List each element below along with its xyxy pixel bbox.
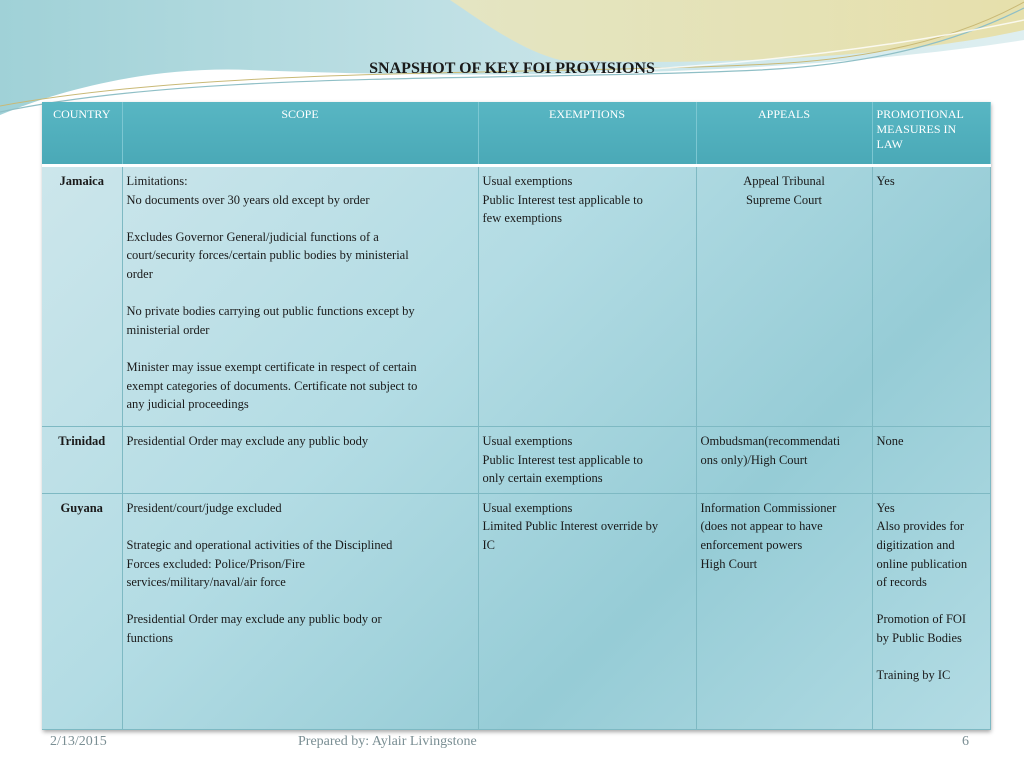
scope-cell bbox=[122, 166, 478, 427]
header-country: COUNTRY bbox=[42, 102, 122, 166]
scope-line: No documents over 30 years old except by order bbox=[126, 192, 370, 207]
promotional-line: online publication bbox=[876, 556, 968, 571]
appeals-line: ons only)/High Court bbox=[700, 452, 808, 467]
scope-line: Limitations: bbox=[126, 174, 188, 188]
scope-line: court/security forces/certain public bodies by ministerial bbox=[126, 248, 409, 263]
table-row bbox=[42, 166, 990, 427]
scope-line: No private bodies carrying out public functions except by bbox=[126, 304, 415, 319]
exemptions-line: Usual exemptions bbox=[482, 434, 573, 448]
scope-line: Presidential Order may exclude any public body or bbox=[126, 612, 382, 627]
appeals-line: Information Commissioner bbox=[700, 500, 837, 515]
footer-date: 2/13/2015 bbox=[50, 734, 107, 749]
promotional-line: of records bbox=[876, 575, 927, 590]
exemptions-cell bbox=[478, 166, 696, 427]
exemptions-cell bbox=[478, 493, 696, 729]
table-row bbox=[42, 493, 990, 729]
promotional-line: Promotion of FOI bbox=[876, 612, 967, 627]
footer-page-number: 6 bbox=[962, 734, 969, 749]
appeals-line: enforcement powers bbox=[700, 537, 803, 552]
footer-prepared-by: Prepared by: Aylair Livingstone bbox=[298, 734, 477, 749]
header-appeals: APPEALS bbox=[696, 102, 872, 166]
header-exemptions: EXEMPTIONS bbox=[478, 102, 696, 166]
promotional-cell bbox=[872, 427, 990, 494]
appeals-line: Ombudsman(recommendati bbox=[700, 434, 841, 448]
scope-line: Forces excluded: Police/Prison/Fire bbox=[126, 556, 305, 571]
header-promotional-line: LAW bbox=[876, 137, 903, 151]
appeals-line: Supreme Court bbox=[745, 192, 823, 207]
line-gap bbox=[127, 284, 474, 303]
promotional-line: Yes bbox=[876, 500, 895, 515]
scope-line: Excludes Governor General/judicial functions of a bbox=[126, 229, 379, 244]
exemptions-line: IC bbox=[482, 537, 495, 552]
scope-line: any judicial proceedings bbox=[126, 397, 249, 412]
exemptions-line: Usual exemptions bbox=[482, 500, 573, 515]
header-promotional bbox=[872, 102, 990, 166]
exemptions-line: Public Interest test applicable to bbox=[482, 192, 643, 207]
line-gap bbox=[127, 517, 474, 536]
scope-line: Presidential Order may exclude any public body bbox=[126, 434, 369, 448]
promotional-line: digitization and bbox=[876, 537, 955, 552]
promotional-line: by Public Bodies bbox=[876, 630, 962, 645]
exemptions-line: Public Interest test applicable to bbox=[482, 452, 643, 467]
line-gap bbox=[127, 209, 474, 228]
promotional-line: Also provides for bbox=[876, 519, 964, 534]
promotional-line: Training by IC bbox=[876, 668, 951, 683]
exemptions-cell bbox=[478, 427, 696, 494]
scope-line: services/military/naval/air force bbox=[126, 575, 286, 590]
line-gap bbox=[877, 592, 986, 611]
provisions-table bbox=[42, 102, 991, 730]
scope-line: President/court/judge excluded bbox=[126, 500, 282, 515]
promotional-line: None bbox=[876, 434, 904, 448]
appeals-line: (does not appear to have bbox=[700, 519, 823, 534]
scope-cell bbox=[122, 427, 478, 494]
foi-provisions-table bbox=[42, 102, 990, 730]
scope-line: exempt categories of documents. Certificate not subject to bbox=[126, 378, 418, 393]
appeals-cell bbox=[696, 493, 872, 729]
header-row bbox=[42, 102, 990, 166]
scope-cell bbox=[122, 493, 478, 729]
header-scope: SCOPE bbox=[122, 102, 478, 166]
country-cell: Guyana bbox=[42, 493, 122, 729]
slide-title: SNAPSHOT OF KEY FOI PROVISIONS bbox=[369, 60, 655, 77]
country-cell: Trinidad bbox=[42, 427, 122, 494]
scope-line: Strategic and operational activities of the Disciplined bbox=[126, 537, 393, 552]
promotional-cell bbox=[872, 493, 990, 729]
appeals-cell bbox=[696, 427, 872, 494]
exemptions-line: only certain exemptions bbox=[482, 471, 603, 486]
table-row bbox=[42, 427, 990, 494]
scope-line: Minister may issue exempt certificate in respect of certain bbox=[126, 359, 417, 374]
appeals-cell bbox=[696, 166, 872, 427]
exemptions-line: Limited Public Interest override by bbox=[482, 519, 659, 534]
line-gap bbox=[127, 339, 474, 358]
country-cell: Jamaica bbox=[42, 166, 122, 427]
appeals-line: High Court bbox=[700, 556, 758, 571]
exemptions-line: few exemptions bbox=[482, 211, 562, 226]
header-promotional-line: PROMOTIONAL bbox=[876, 107, 964, 121]
scope-line: functions bbox=[126, 630, 174, 645]
line-gap bbox=[127, 592, 474, 611]
scope-line: order bbox=[126, 266, 153, 281]
line-gap bbox=[877, 648, 986, 667]
promotional-cell bbox=[872, 166, 990, 427]
exemptions-line: Usual exemptions bbox=[482, 174, 573, 188]
appeals-line: Appeal Tribunal bbox=[743, 174, 825, 188]
scope-line: ministerial order bbox=[126, 322, 210, 337]
promotional-line: Yes bbox=[876, 174, 895, 188]
header-promotional-line: MEASURES IN bbox=[876, 122, 957, 136]
